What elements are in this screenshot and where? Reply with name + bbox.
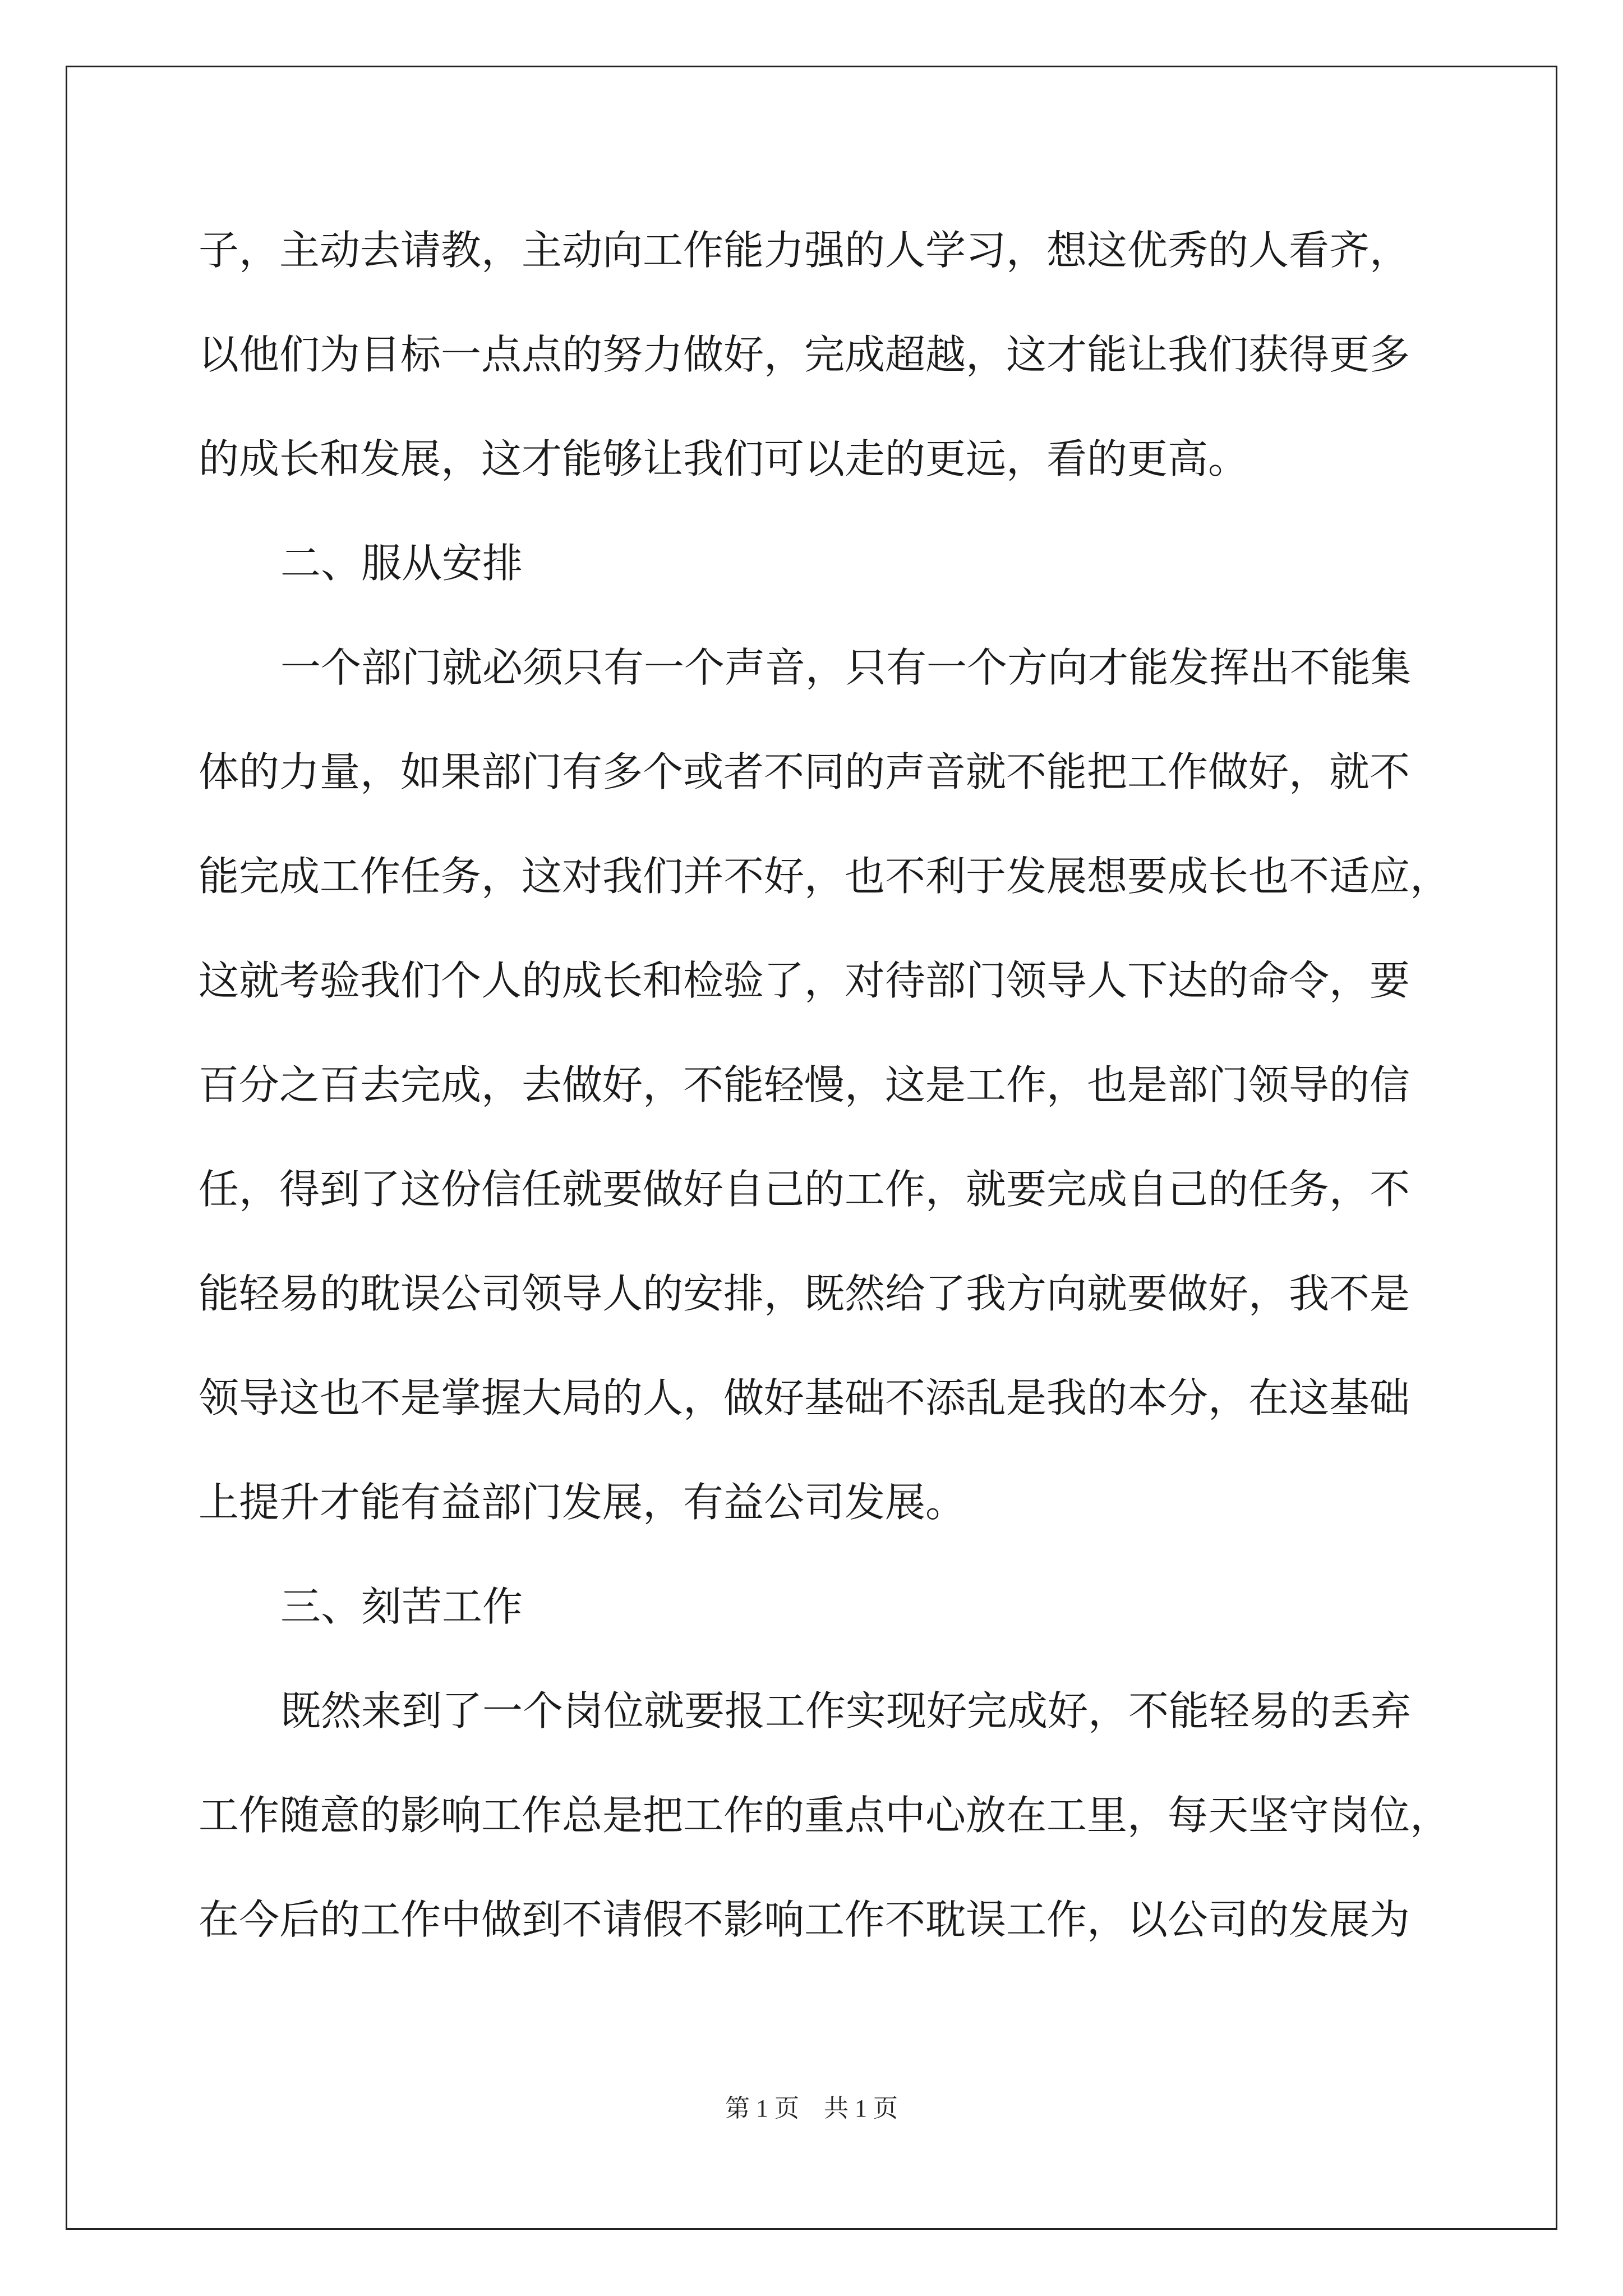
paragraph-line: 体的力量，如果部门有多个或者不同的声音就不能把工作做好，就不 (199, 748, 1410, 795)
paragraph-line: 领导这也不是掌握大局的人，做好基础不添乱是我的本分，在这基础 (199, 1374, 1410, 1421)
page-footer: 第 1 页 共 1 页 (725, 2095, 898, 2122)
paragraph-line: 工作随意的影响工作总是把工作的重点中心放在工里，每天坚守岗位， (199, 1792, 1451, 1839)
paragraph-line: 能轻易的耽误公司领导人的安排，既然给了我方向就要做好，我不是 (199, 1270, 1410, 1317)
section-heading: 三、刻苦工作 (280, 1583, 523, 1630)
paragraph-line: 百分之百去完成，去做好，不能轻慢，这是工作，也是部门领导的信 (199, 1061, 1410, 1108)
paragraph-line: 既然来到了一个岗位就要报工作实现好完成好，不能轻易的丢弃 (280, 1687, 1412, 1734)
section-heading: 二、服从安排 (280, 540, 523, 587)
paragraph-line: 这就考验我们个人的成长和检验了，对待部门领导人下达的命令，要 (199, 957, 1410, 1004)
paragraph-line: 任，得到了这份信任就要做好自己的工作，就要完成自己的任务，不 (199, 1166, 1410, 1213)
paragraph-line: 的成长和发展，这才能够让我们可以走的更远，看的更高。 (199, 435, 1249, 482)
paragraph-line: 子，主动去请教，主动向工作能力强的人学习，想这优秀的人看齐， (199, 227, 1410, 274)
paragraph-line: 能完成工作任务，这对我们并不好，也不利于发展想要成长也不适应， (199, 853, 1451, 900)
paragraph-line: 以他们为目标一点点的努力做好，完成超越，这才能让我们获得更多 (199, 331, 1410, 378)
paragraph-line: 一个部门就必须只有一个声音，只有一个方向才能发挥出不能集 (280, 644, 1412, 691)
paragraph-line: 上提升才能有益部门发展，有益公司发展。 (199, 1479, 966, 1526)
paragraph-line: 在今后的工作中做到不请假不影响工作不耽误工作，以公司的发展为 (199, 1896, 1410, 1943)
